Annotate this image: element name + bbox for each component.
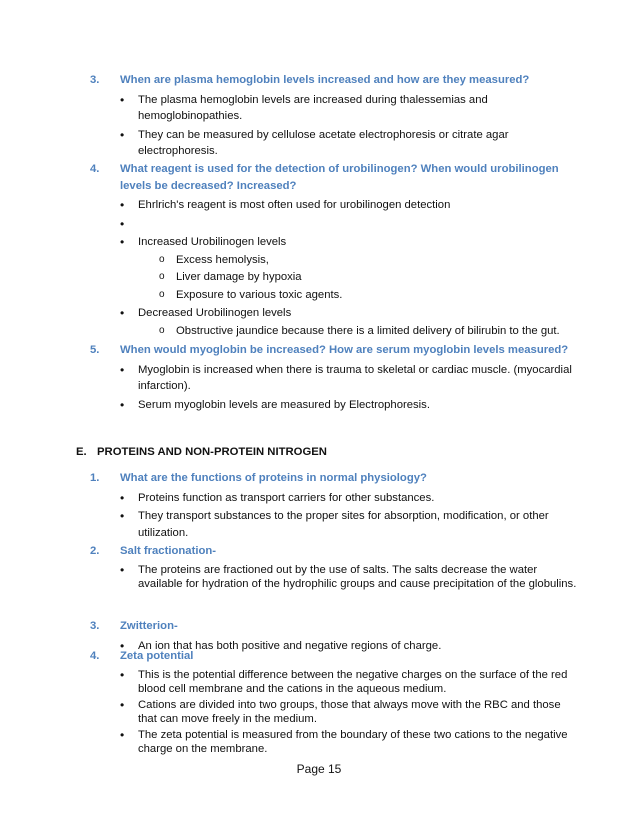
question-heading — [90, 470, 578, 487]
bullet-item — [90, 305, 578, 339]
question-number: 4. — [90, 650, 100, 662]
question-number: 3. — [90, 620, 100, 632]
question-text: What are the functions of proteins in normal physiology? — [120, 472, 427, 484]
bullet-item: • They transport substances to the proper sites for absorption, modification, or other utilization. — [90, 508, 578, 541]
question-text: Zwitterion- — [120, 620, 178, 632]
bullet-item: • The plasma hemoglobin levels are increased during thalessemias and hemoglobinopathies. — [90, 92, 578, 125]
bullet-text: Decreased Urobilinogen levels — [138, 307, 292, 319]
section-letter: E. — [76, 446, 87, 458]
bullet-item: • The zeta potential is measured from the boundary of these two cations to the negative charge on the membrane. — [90, 728, 578, 756]
page-number: Page 15 — [296, 762, 342, 776]
question-heading — [90, 161, 578, 194]
sub-bullet-item: o Liver damage by hypoxia — [138, 269, 578, 286]
bullet-item: • An ion that has both positive and negative regions of charge. — [90, 638, 578, 655]
question-text: When would myoglobin be increased? How are serum myoglobin levels measured? — [120, 344, 569, 356]
question-heading — [90, 342, 578, 359]
bullet-item: • Cations are divided into two groups, those that always move with the RBC and those that can move freely in the medium. — [90, 698, 578, 726]
question-number: 1. — [90, 472, 100, 484]
question-block-e4 — [0, 648, 638, 758]
question-block-5 — [0, 342, 638, 415]
question-text: Zeta potential — [120, 650, 194, 662]
question-block-e1 — [0, 470, 638, 543]
question-text: When are plasma hemoglobin levels increased and how are they measured? — [120, 74, 530, 86]
question-number: 3. — [90, 74, 100, 86]
bullet-item-empty — [90, 216, 578, 233]
question-text: What reagent is used for the detection of urobilinogen? When would urobilinogen levels be decreased? Increased? — [120, 163, 559, 192]
question-number: 4. — [90, 163, 100, 175]
sub-bullet-item: o Excess hemolysis, — [138, 252, 578, 269]
section-heading — [76, 444, 327, 460]
question-heading — [90, 618, 578, 635]
question-block-4a — [0, 161, 638, 341]
question-heading — [90, 648, 578, 665]
question-text: Salt fractionation- — [120, 545, 217, 557]
sub-bullet-item: o Exposure to various toxic agents. — [138, 287, 578, 304]
question-block-3a — [0, 72, 638, 162]
question-number: 2. — [90, 545, 100, 557]
bullet-item: • Ehrlrich's reagent is most often used for urobilinogen detection — [90, 197, 578, 214]
bullet-item: • Serum myoglobin levels are measured by Electrophoresis. — [90, 397, 578, 414]
bullet-item — [90, 234, 578, 303]
question-number: 5. — [90, 344, 100, 356]
section-title: PROTEINS AND NON-PROTEIN NITROGEN — [97, 446, 327, 458]
bullet-item: • This is the potential difference between the negative charges on the surface of the red blood cell membrane and the cations in the aqueous medium. — [90, 668, 578, 696]
bullet-item: • Myoglobin is increased when there is trauma to skeletal or cardiac muscle. (myocardial infarction). — [90, 362, 578, 395]
bullet-item: • The proteins are fractioned out by the use of salts. The salts decrease the water available for hydration of the hydrophilic groups and cause precipitation of the globulins. — [90, 563, 578, 591]
bullet-item: • They can be measured by cellulose acetate electrophoresis or citrate agar electrophoresis. — [90, 127, 578, 160]
question-heading — [90, 72, 578, 89]
sub-bullet-item: o Obstructive jaundice because there is a limited delivery of bilirubin to the gut. — [138, 323, 578, 340]
bullet-text: Increased Urobilinogen levels — [138, 236, 287, 248]
question-block-e2 — [0, 543, 638, 593]
question-heading — [90, 543, 578, 560]
bullet-item: • Proteins function as transport carriers for other substances. — [90, 490, 578, 507]
